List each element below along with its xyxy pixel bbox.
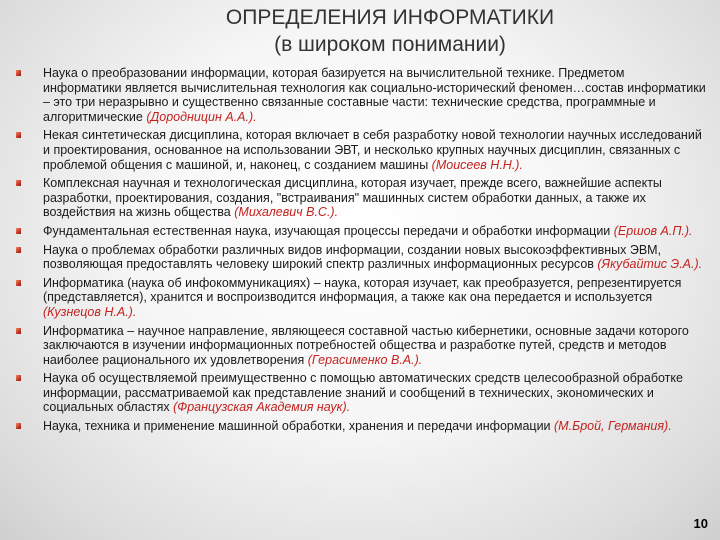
definition-author: (Герасименко В.А.).: [307, 352, 423, 367]
definition-text: Информатика – научное направление, являющееся составной частью кибернетики, основные задачи которого заключаются в изучении информационных потребностей общества и разработке путей, средств и методов наиболее рационального их удовлетворения: [43, 323, 689, 367]
definition-text: Наука об осуществляемой преимущественно с помощью автоматических средств целесообразной обработке информации, рассматриваемой как представление знаний и сообщений в технических, экономических и социальных областях: [43, 371, 683, 415]
title-line-2: (в широком понимании): [274, 33, 506, 56]
definition-author: (Французская Академия наук).: [173, 400, 351, 415]
definition-item: [16, 176, 706, 220]
definition-author: (Михалевич В.С.).: [234, 205, 339, 220]
definition-item: [16, 324, 706, 368]
definition-author: (М.Брой, Германия).: [554, 419, 672, 434]
square-bullet-icon: [16, 247, 21, 253]
definition-author: (Моисеев Н.Н.).: [431, 157, 523, 172]
square-bullet-icon: [16, 132, 21, 138]
definition-text: Наука о преобразовании информации, которая базируется на вычислительной технике. Предметом информатики является вычислительная технология как социально-исторический феномен…состав информатики – это три неразрывно и существенно связанные составные части: технические средства, программные и алгоритмические: [43, 66, 706, 124]
square-bullet-icon: [16, 70, 21, 76]
definition-text: Наука о проблемах обработки различных видов информации, создании новых высокоэффективных ЭВМ, позволяющая предоставлять человеку широкий спектр различных информационных ресурсов: [43, 242, 662, 272]
title-line-1: ОПРЕДЕЛЕНИЯ ИНФОРМАТИКИ: [225, 6, 555, 29]
definition-item: [16, 128, 706, 172]
definition-text: Некая синтетическая дисциплина, которая включает в себя разработку новой технологии научных исследований и проектирования, основанное на использовании ЭВТ, и несколько крупных научных дисциплин, связанных с проблемой общения с машиной, и, наконец, с созданием машины: [43, 128, 702, 172]
slide-title: [120, 4, 660, 58]
definition-text: Наука, техника и применение машинной обработки, хранения и передачи информации: [43, 419, 555, 434]
definition-item: [16, 66, 706, 124]
square-bullet-icon: [16, 328, 21, 334]
square-bullet-icon: [16, 375, 21, 381]
definition-text: Комплексная научная и технологическая дисциплина, которая изучает, прежде всего, важнейшие аспекты разработки, проектирования, создания, "встраивания" машинных систем обработки данных, а также их воздействия на жизнь общества: [43, 176, 662, 220]
definition-author: (Дородницин А.А.).: [146, 109, 257, 124]
definition-item: [16, 276, 706, 320]
definition-item: [16, 224, 706, 239]
definition-text: Информатика (наука об инфокоммуникациях) – наука, которая изучает, как преобразуется, репрезентируется (представляется), хранится и воспроизводится информация, а также как она передается и используется: [43, 275, 682, 305]
square-bullet-icon: [16, 228, 21, 234]
definition-author: (Кузнецов Н.А.).: [43, 304, 137, 319]
page-number: 10: [693, 516, 708, 531]
definition-item: [16, 419, 706, 434]
definition-text: Фундаментальная естественная наука, изучающая процессы передачи и обработки информации: [43, 223, 614, 238]
definition-item: [16, 371, 706, 415]
square-bullet-icon: [16, 280, 21, 286]
definition-author: (Ершов А.П.).: [613, 223, 693, 238]
definitions-list: [16, 66, 706, 438]
definition-author: (Якубайтис Э.А.).: [597, 257, 703, 272]
square-bullet-icon: [16, 423, 21, 429]
square-bullet-icon: [16, 180, 21, 186]
definition-item: [16, 243, 706, 272]
